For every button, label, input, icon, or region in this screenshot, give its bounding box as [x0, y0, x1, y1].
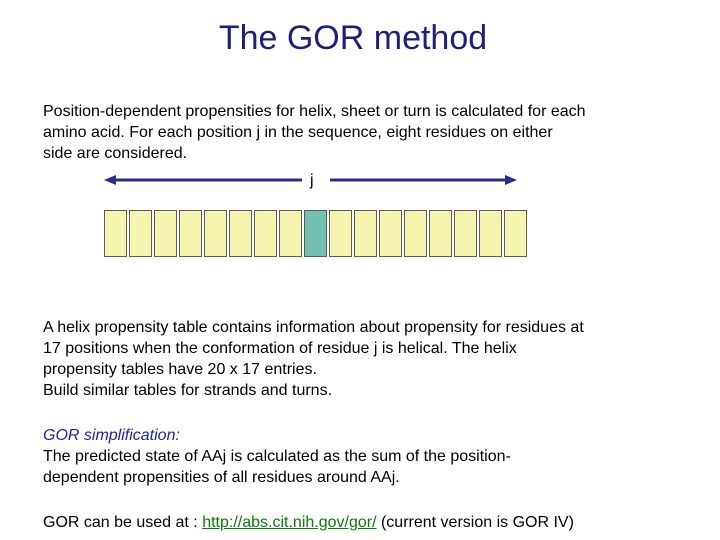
- intro-line: side are considered.: [43, 145, 188, 162]
- usage-paragraph: [43, 512, 673, 533]
- helix-table-paragraph: [43, 317, 673, 401]
- residue-cell: [379, 210, 402, 257]
- helix-line: Build similar tables for strands and turns.: [43, 382, 333, 399]
- residue-cell: [129, 210, 152, 257]
- position-j-label: j: [310, 172, 314, 189]
- intro-line: amino acid. For each position j in the sequence, eight residues on either: [43, 124, 553, 141]
- residue-cell: [254, 210, 277, 257]
- simplification-heading: GOR simplification:: [43, 427, 180, 444]
- simplification-paragraph: [43, 425, 673, 488]
- residue-cell: [279, 210, 302, 257]
- residue-cell: [479, 210, 502, 257]
- residue-cell: [354, 210, 377, 257]
- residue-cell-j: [304, 210, 327, 257]
- residue-cell: [454, 210, 477, 257]
- simplification-line: dependent propensities of all residues around AAj.: [43, 469, 400, 486]
- slide-title: The GOR method: [218, 19, 488, 57]
- residue-cell: [204, 210, 227, 257]
- simplification-line: The predicted state of AAj is calculated as the sum of the position-: [43, 448, 511, 465]
- residue-cell: [104, 210, 127, 257]
- helix-line: propensity tables have 20 x 17 entries.: [43, 361, 317, 378]
- gor-url-link[interactable]: http://abs.cit.nih.gov/gor/: [202, 514, 377, 531]
- intro-line: Position-dependent propensities for helix, sheet or turn is calculated for each: [43, 103, 586, 120]
- residue-cell: [179, 210, 202, 257]
- residue-cell: [404, 210, 427, 257]
- usage-suffix: (current version is GOR IV): [376, 514, 574, 531]
- sequence-window-arrow: [0, 168, 720, 192]
- usage-prefix: GOR can be used at :: [43, 514, 203, 531]
- residue-cell: [329, 210, 352, 257]
- helix-line: A helix propensity table contains information about propensity for residues at: [43, 319, 584, 336]
- residue-cell: [429, 210, 452, 257]
- residue-cell: [154, 210, 177, 257]
- residue-cell: [229, 210, 252, 257]
- helix-line: 17 positions when the conformation of residue j is helical. The helix: [43, 340, 517, 357]
- intro-paragraph: [43, 101, 673, 164]
- right-arrowhead-icon: [505, 175, 517, 185]
- left-arrowhead-icon: [104, 175, 116, 185]
- residue-cell: [504, 210, 527, 257]
